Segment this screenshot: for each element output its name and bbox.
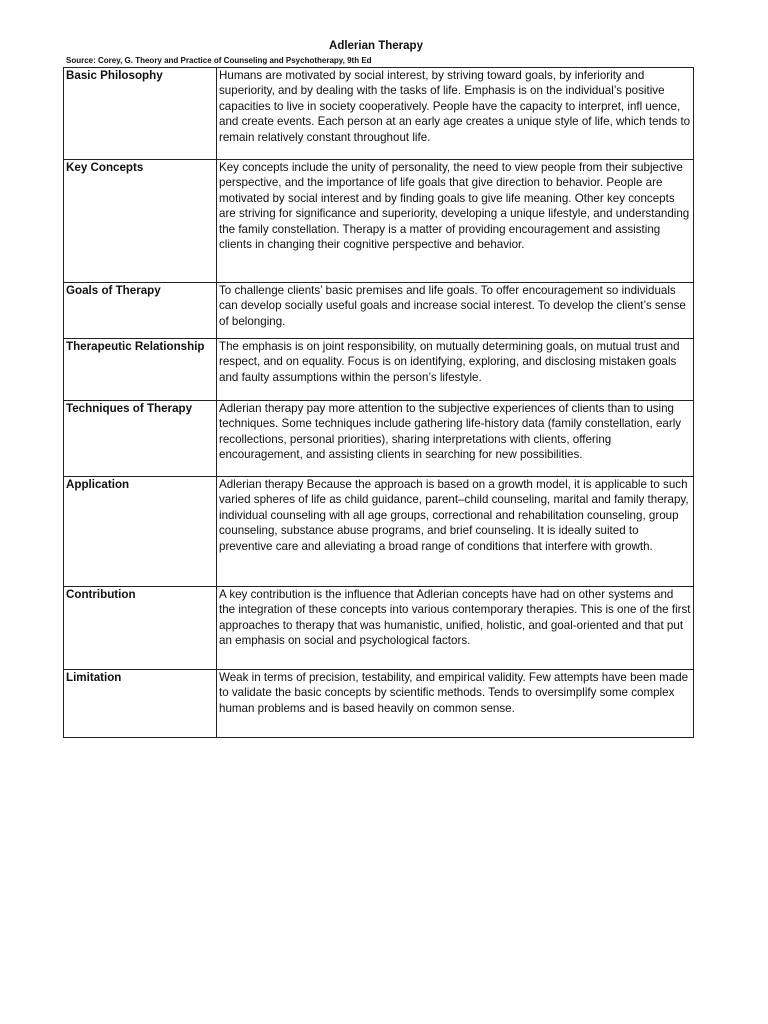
row-label: Therapeutic Relationship (64, 339, 217, 401)
row-text: To challenge clients’ basic premises and life goals. To offer encouragement so individuals can develop socially useful goals and increase social interest. To develop the client’s sense of belonging. (217, 283, 694, 339)
row-text: Weak in terms of precision, testability, and empirical validity. Few attempts have been made to validate the basic concepts by scientific methods. Tends to oversimplify some complex human problems and is based heavily on common sense. (217, 670, 694, 738)
table-row (64, 670, 694, 738)
row-label: Techniques of Therapy (64, 401, 217, 477)
table-row (64, 283, 694, 339)
source-citation: Source: Corey, G. Theory and Practice of Counseling and Psychotherapy, 9th Ed (66, 56, 372, 65)
row-text: Adlerian therapy pay more attention to the subjective experiences of clients than to using techniques. Some techniques include gathering life-history data (family constellation, early recollections, personal priorities), sharing interpretations with clients, offering encouragement, and assisting clients in searching for new possibilities. (217, 401, 694, 477)
row-text: Key concepts include the unity of personality, the need to view people from their subjective perspective, and the importance of life goals that give direction to behavior. People are motivated by social interest and by finding goals to give life meaning. Other key concepts are striving for significance and superiority, developing a unique lifestyle, and understanding the family constellation. Therapy is a matter of providing encouragement and assisting clients in changing their cognitive perspective and behavior. (217, 160, 694, 283)
row-label: Basic Philosophy (64, 68, 217, 160)
row-label: Goals of Therapy (64, 283, 217, 339)
table-row (64, 477, 694, 587)
table-row (64, 160, 694, 283)
table-row (64, 339, 694, 401)
table-row (64, 68, 694, 160)
row-text: Adlerian therapy Because the approach is based on a growth model, it is applicable to such varied spheres of life as child guidance, parent–child counseling, marital and family therapy, individual counseling with all age groups, correctional and rehabilitation counseling, group counseling, substance abuse programs, and brief counseling. It is ideally suited to preventive care and alleviating a broad range of conditions that interfere with growth. (217, 477, 694, 587)
row-text: The emphasis is on joint responsibility, on mutually determining goals, on mutual trust and respect, and on equality. Focus is on identifying, exploring, and disclosing mistaken goals and faulty assumptions within the person’s lifestyle. (217, 339, 694, 401)
row-text: Humans are motivated by social interest, by striving toward goals, by inferiority and superiority, and by dealing with the tasks of life. Emphasis is on the individual’s positive capacities to live in society cooperatively. People have the capacity to interpret, infl uence, and create events. Each person at an early age creates a unique style of life, which tends to remain relatively constant throughout life. (217, 68, 694, 160)
summary-table (63, 67, 694, 738)
row-text: A key contribution is the influence that Adlerian concepts have had on other systems and the integration of these concepts into various contemporary therapies. This is one of the first approaches to therapy that was humanistic, unified, holistic, and goal-oriented and that put an emphasis on social and psychological factors. (217, 587, 694, 670)
row-label: Key Concepts (64, 160, 217, 283)
row-label: Contribution (64, 587, 217, 670)
row-label: Application (64, 477, 217, 587)
table-row (64, 587, 694, 670)
row-label: Limitation (64, 670, 217, 738)
page-title: Adlerian Therapy (329, 40, 423, 52)
table-row (64, 401, 694, 477)
